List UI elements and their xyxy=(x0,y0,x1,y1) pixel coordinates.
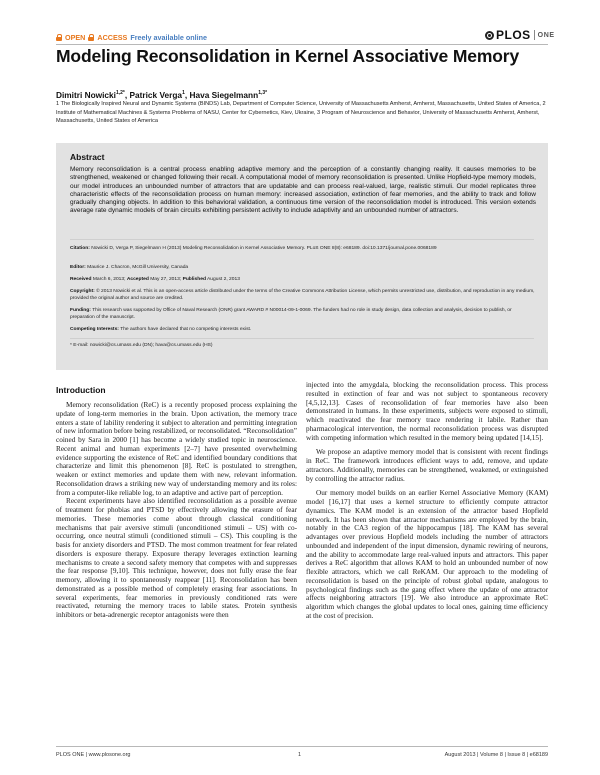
body-paragraph: injected into the amygdala, blocking the reconsolidation process. This process resulted in extinction of fear and was not subject to spontaneous recovery [4,5,12,13]. Cases of reconsolidation of fear memories have also been demonstrated in humans. In these experiments, subjects were exposed to stimuli, which reactivated the fear memory trace rendering it labile. Rather than pharmacological intervention, the normal reconsolidation process was disrupted with competing information which resulted in the memory being updated [14,15]. xyxy=(306,381,548,442)
author-name: Dimitri Nowicki xyxy=(56,90,116,100)
abstract-divider xyxy=(70,239,534,240)
open-access-lock-icon xyxy=(56,34,62,41)
competing-interests xyxy=(70,327,536,334)
body-paragraph: We propose an adaptive memory model that is consistent with recent findings in ReC. The framework introduces efficient ways to add, remove, and update attractors. Additionally, memories can be strengthened, weakened, or extinguished by controlling the attractor radius. xyxy=(306,448,548,483)
affiliations: 1 The Biologically Inspired Neural and Dynamic Systems (BINDS) Lab, Department of Computer Science, University of Massachusetts Amherst, Amherst, Massachusetts, United States of America, 2 Institute of Mathematical Machines & Systems Problems of NASU, Center for Cybernetics, Kiev, Ukraine, 3 Program of Neuroscience and Behavior, University of Massachusetts Amherst, Amherst, Massachusetts, United States of America xyxy=(56,101,546,124)
abstract-text: Memory reconsolidation is a central process enabling adaptive memory and the perception of a constantly changing reality. It causes memories to be strengthened, weakened or changed following their recall. A computational model of memory reconsolidation is presented. Unlike Hopfield-type memory models, our model introduces an unbounded number of attractors that are updatable and can process real-valued, large, realistic stimuli. Our model replicates three characteristic effects of the reconsolidation process on human memory: increased association, extinction of fear memories, and the ability to track and follow gradually changing objects. In addition to this behavioral validation, a continuous time version of the reconsolidation model is introduced. This version extends average rate dynamic models of brain circuits exhibiting persistent activity to include adaptivity and an unbounded number of attractors. xyxy=(70,166,536,215)
open-access-lock-icon-2 xyxy=(88,34,94,41)
published-label: Published xyxy=(182,277,206,282)
editor xyxy=(70,265,536,272)
freely-available-text: Freely available online xyxy=(130,33,208,42)
published-date: August 2, 2013 xyxy=(207,277,240,282)
author-affiliation-mark: 1 xyxy=(182,90,185,97)
left-column xyxy=(56,401,297,620)
right-column xyxy=(306,381,548,621)
access-label: ACCESS xyxy=(97,33,128,42)
funding-text: This research was supported by Office of Naval Research (ONR) grant AWARD # N00014-09-1-0069. The funders had no role in study design, data collection and analysis, decision to publish, or preparation of the manuscript. xyxy=(70,308,512,320)
journal-logo-name: PLOS xyxy=(496,28,531,42)
author-list: Dimitri Nowicki$^{1,2*}$, Patrick Verga$^1$, Hava Siegelmann$^{1,3*}$ xyxy=(56,90,268,100)
email-divider xyxy=(70,338,534,339)
received-date: March 6, 2013; xyxy=(92,277,126,282)
accepted-label: Accepted xyxy=(126,277,149,282)
open-access-label: OPEN xyxy=(65,33,86,42)
logo-divider xyxy=(534,30,535,40)
paper-title: Modeling Reconsolidation in Kernel Associative Memory xyxy=(56,46,520,66)
footer-issue: August 2013 | Volume 8 | Issue 8 | e68189 xyxy=(444,752,548,758)
body-paragraph: Memory reconsolidation (ReC) is a recently proposed process explaining the update of long-term memories in the brain. Upon activation, the memory trace enters a state of lability rendering it subject to alteration and permitting integration of new information before being restabilized, or reconsolidated. “Reconsolidation” coined by Sara in 2000 [1] has become a widely studied topic in neuroscience. Recent animal and human experiments [2–7] have presented overwhelming evidence supporting the existence of ReC and identified boundary conditions that characterize and limit this phenomenon [8]. ReC is postulated to strengthen, weaken or extinct memories and update them with new, relevant information. Reconsolidation draws a striking new way of understanding memory and its roles: from a computer-like reliable log, to an adaptive and active part of perception. xyxy=(56,401,297,497)
funding-label: Funding: xyxy=(70,308,91,313)
copyright-label: Copyright: xyxy=(70,289,95,294)
funding xyxy=(70,308,536,322)
citation xyxy=(70,246,536,253)
plos-logo-icon xyxy=(485,31,494,40)
open-access-banner xyxy=(56,33,207,42)
competing-label: Competing Interests: xyxy=(70,327,119,332)
email-line[interactable]: * E-mail: nowicki@cs.umass.edu (DN); hava@cs.umass.edu (HS) xyxy=(70,343,213,348)
dates xyxy=(70,277,536,284)
body-paragraph: Recent experiments have also identified reconsolidation as a possible avenue of treatment for phobias and PTSD by effectively allowing the erasure of fear memories. These memories come about through classical conditioning mechanisms that pair aversive stimuli (unconditioned stimuli – US) with co-occurring, once neutral stimuli (conditioned stimuli – CS). This coupling is the basis for anxiety disorders and PTSD. The most common treatment for fear related disorders is exposure therapy. Exposure therapy leverages extinction learning mechanisms to create a second safety memory that competes with and suppresses the fear response [9,10]. This technique, however, does not fully erase the fear memory, allowing it to spontaneously reappear [11]. Reconsolidation has been demonstrated as a possible method of completely erasing fear associations. In several experiments, fear memories in previously conditioned rats were reactivated, returning the memory traces to labile states. Protein synthesis inhibitors or beta-adrenergic receptor antagonists were then xyxy=(56,497,297,619)
copyright xyxy=(70,289,536,303)
author-affiliation-mark: 1,2* xyxy=(115,90,125,97)
author-name: Patrick Verga xyxy=(129,90,183,100)
author-affiliation-mark: 1,3* xyxy=(258,90,268,97)
citation-text: Nowicki D, Verga P, Siegelmann H (2013) Modeling Reconsolidation in Kernel Associative Memory. PLoS ONE 8(8): e68189. doi:10.1371/journal.pone.0068189 xyxy=(91,246,437,251)
competing-text: The authors have declared that no competing interests exist. xyxy=(120,327,252,332)
footer-journal[interactable]: PLOS ONE | www.plosone.org xyxy=(56,752,131,758)
section-heading-introduction: Introduction xyxy=(56,385,106,395)
footer-rule xyxy=(56,746,548,747)
author-name: Hava Siegelmann xyxy=(189,90,259,100)
copyright-text: © 2013 Nowicki et al. This is an open-access article distributed under the terms of the Creative Commons Attribution License, which permits unrestricted use, distribution, and reproduction in any medium, provided the original author and source are credited. xyxy=(70,289,535,301)
body-paragraph: Our memory model builds on an earlier Kernel Associative Memory (KAM) model [16,17] that uses a kernel structure to efficiently compute attractor dynamics. The KAM model is an extension of the attractor based Hopfield network. It has been shown that attractor mechanisms are employed by the brain, notably in the CA3 region of the hippocampus [18]. The KAM has several advantages over previous Hopfield models including the number of attractors unbounded and independent of the input dimension, dynamic rewiring of neurons, and the ability to accommodate large real-valued inputs and attractors. This paper derives a ReC algorithm that allows KAM to hold an unbounded number of now flexible attractors, which we call ReKAM. Our approach to the modeling of reconsolidation is based on the principle of robust global update, analogous to psychological findings such as the gang effect where the update of one attractor affects neighboring attractors [19]. We also introduce an approximate ReC algorithm which changes the global updates to local ones, gaining time efficiency at the cost of precision. xyxy=(306,489,548,620)
editor-text: Maurice J. Chacron, McGill University, Canada xyxy=(87,265,189,270)
citation-label: Citation: xyxy=(70,246,90,251)
plos-one-logo[interactable] xyxy=(485,28,555,42)
header-rule xyxy=(56,44,548,45)
received-label: Received xyxy=(70,277,92,282)
page-number: 1 xyxy=(298,752,302,758)
journal-logo-suffix: ONE xyxy=(537,31,555,39)
accepted-date: May 27, 2013; xyxy=(150,277,182,282)
editor-label: Editor: xyxy=(70,265,86,270)
abstract-box xyxy=(56,143,548,370)
abstract-heading: Abstract xyxy=(70,152,105,162)
